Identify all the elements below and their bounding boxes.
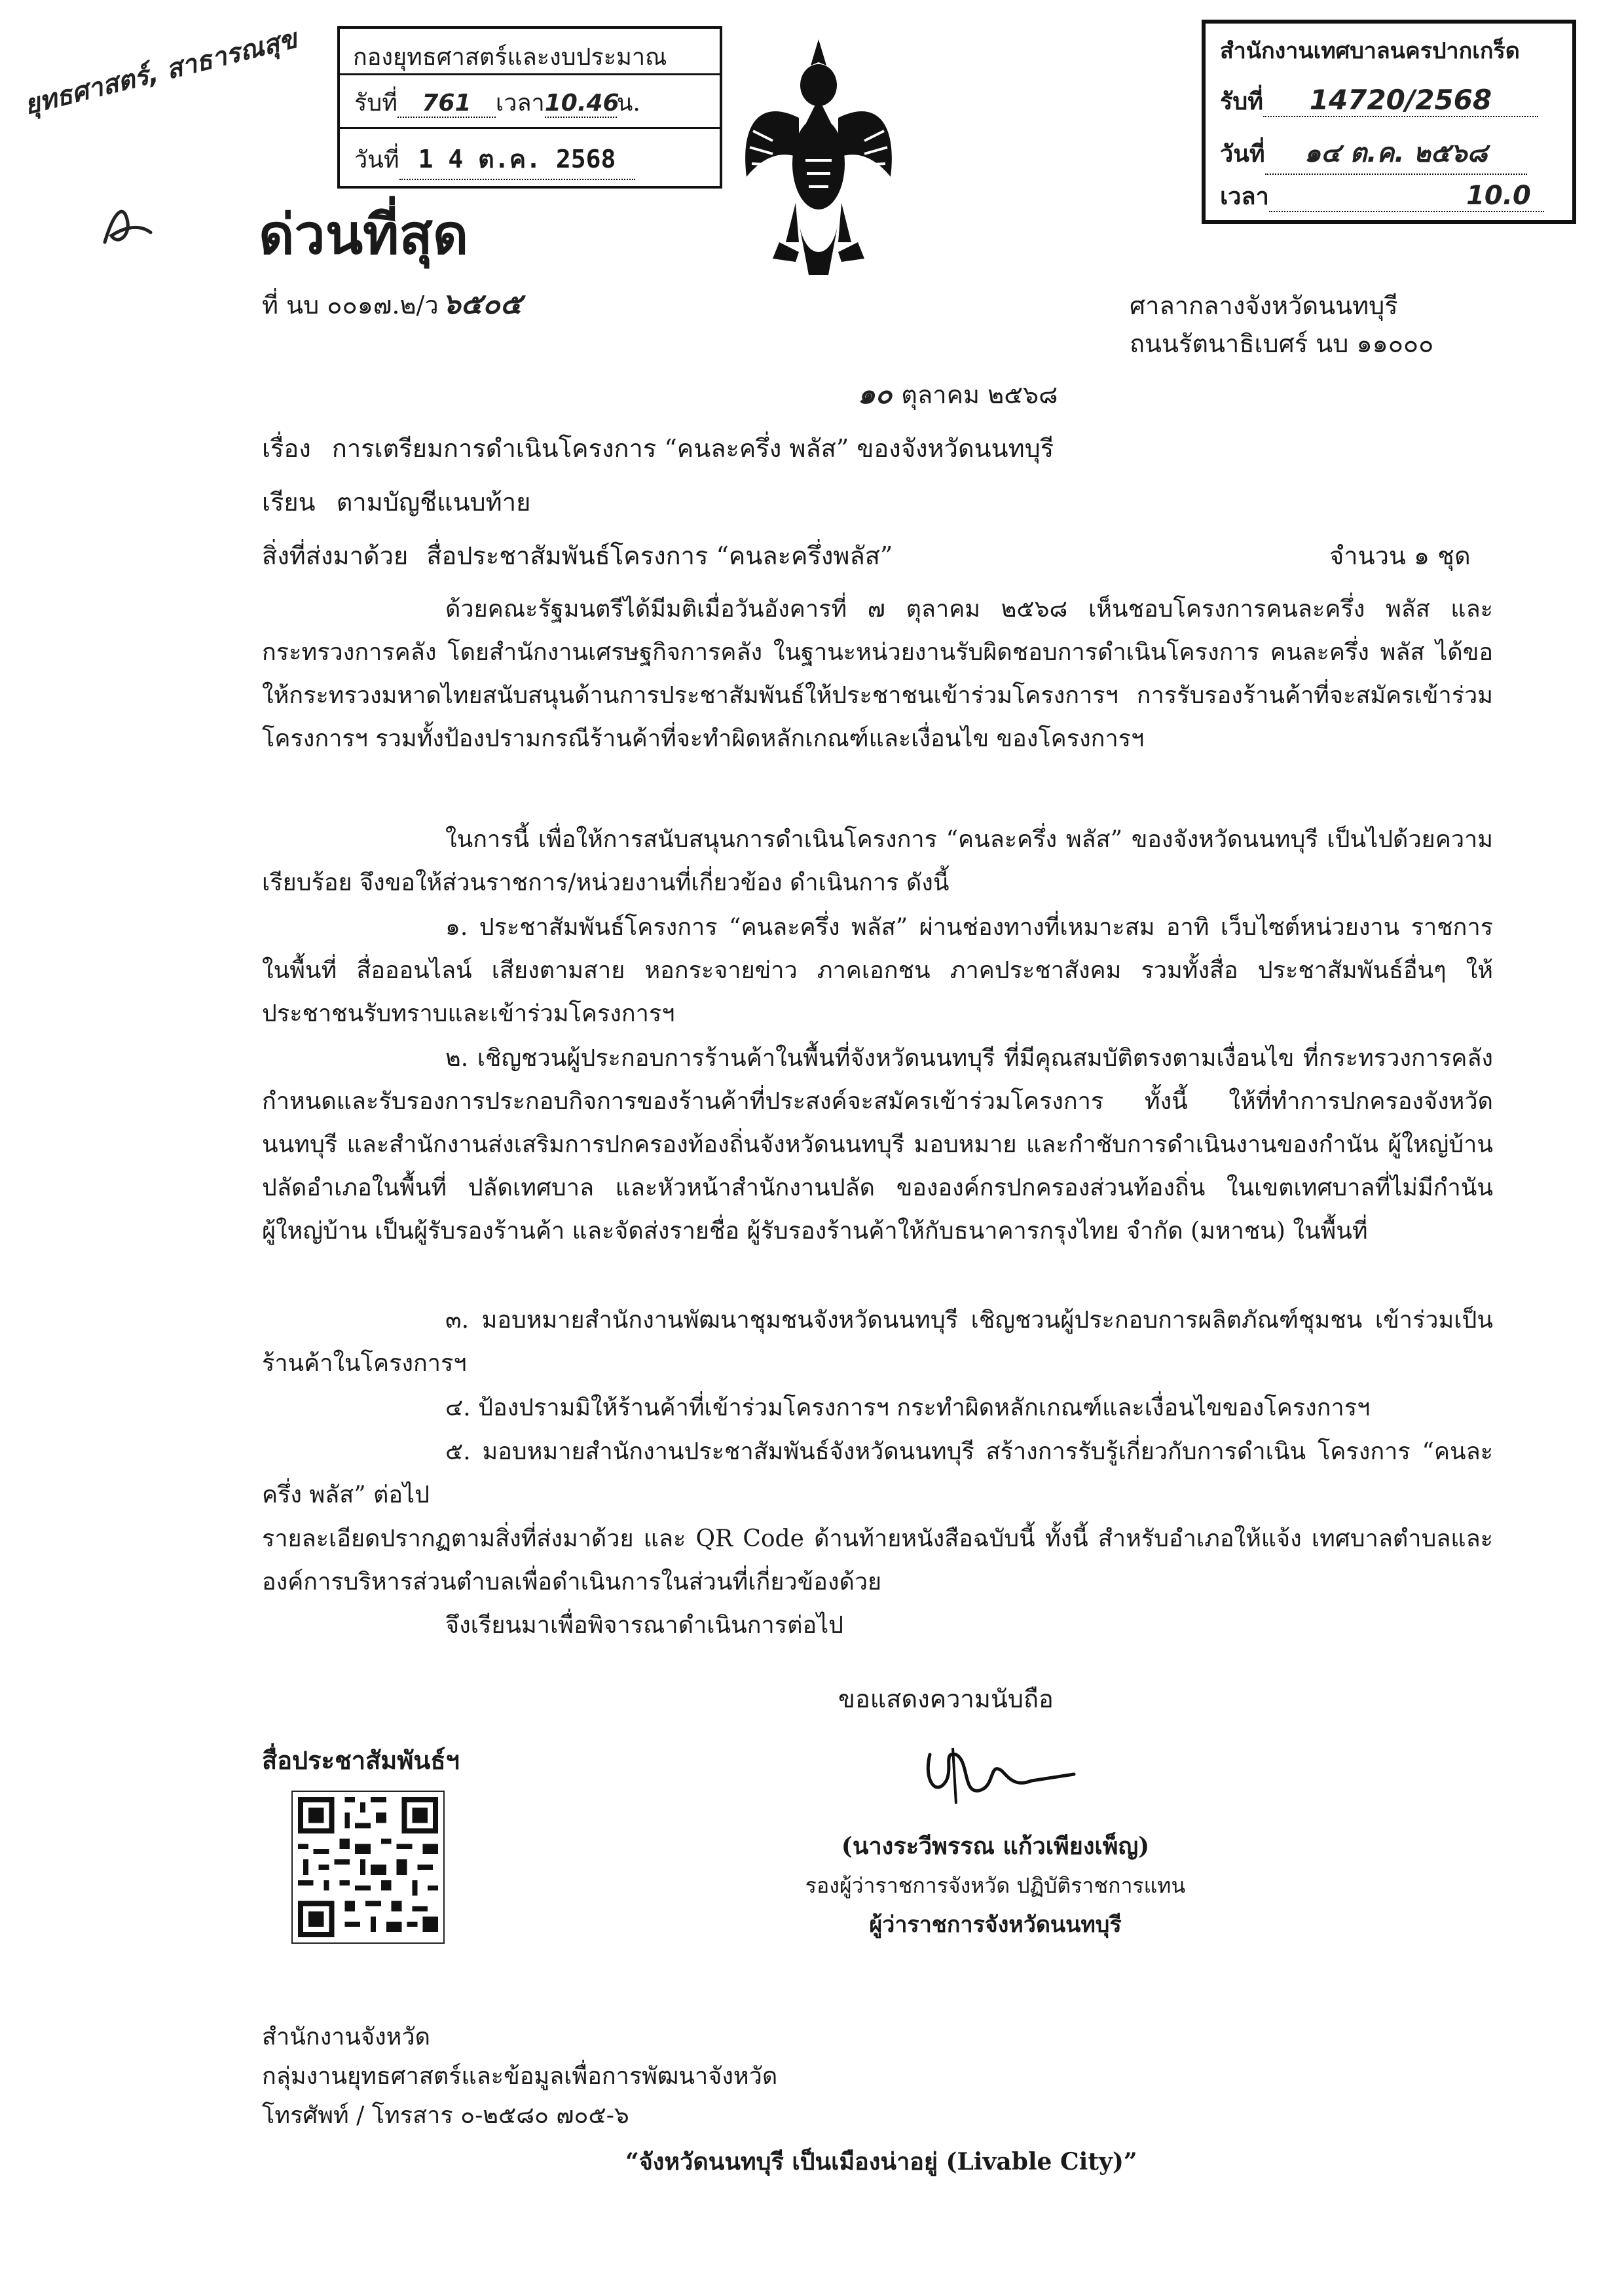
signer-title-2: ผู้ว่าราชการจังหวัดนนทบุรี	[869, 1912, 1122, 1938]
date-day: ๑๐	[858, 378, 893, 410]
signature-icon	[917, 1735, 1087, 1823]
sender-address-line1: ศาลากลางจังหวัดนนทบุรี	[1130, 291, 1398, 320]
stamp-date-label: วันที่	[1220, 140, 1265, 168]
garuda-emblem-icon	[733, 26, 904, 291]
handwritten-initial-icon	[98, 196, 157, 258]
stamp-time-label: เวลา	[495, 90, 545, 117]
signer-block	[747, 1827, 1244, 1944]
body-paragraph-2: ในการนี้ เพื่อให้การสนับสนุนการดำเนินโครงการ “คนละครึ่ง พลัส” ของจังหวัดนนทบุรี เป็นไปด้วยความเรียบร้อย จึงขอให้ส่วนราชการ/หน่วยงานที่เกี่ยวข้อง ดำเนินการ ดังนี้	[262, 826, 1493, 896]
stamp-date-value: ๑๔ ต.ค. ๒๕๖๘	[1265, 132, 1527, 175]
stamp-office: สำนักงานเทศบาลนครปากเกร็ด	[1220, 38, 1520, 64]
reference-number	[262, 287, 522, 323]
urgency-label: ด่วนที่สุด	[259, 202, 469, 266]
signer-title-1: รองผู้ว่าราชการจังหวัด ปฏิบัติราชการแทน	[805, 1873, 1186, 1898]
body-paragraph-1: ด้วยคณะรัฐมนตรีได้มีมติเมื่อวันอังคารที่ ๗ ตุลาคม ๒๕๖๘ เห็นชอบโครงการคนละครึ่ง พลัส และกระทรวงการคลัง โดยสำนักงานเศรษฐกิจการคลัง ในฐานะหน่วยงานรับผิดชอบการดำเนินโครงการ คนละครึ่ง พลัส ได้ขอให้กระทรวงมหาดไทยสนับสนุนด้านการประชาสัมพันธ์ให้ประชาชนเข้าร่วมโครงการฯ การรับรองร้านค้าที่จะสมัครเข้าร่วมโครงการฯ รวมทั้งป้องปรามกรณีร้านค้าที่จะทำผิดหลักเกณฑ์และเงื่อนไข ของโครงการฯ	[262, 596, 1493, 752]
margin-note: ยุทธศาสตร์, สาธารณสุข	[21, 24, 301, 121]
receive-stamp-left	[337, 26, 722, 189]
subject-row	[262, 431, 1054, 466]
stamp-receive-no: 761	[397, 90, 496, 118]
body-item-5: ๕. มอบหมายสำนักงานประชาสัมพันธ์จังหวัดนนทบุรี สร้างการรับรู้เกี่ยวกับการดำเนิน โครงการ “คนละครึ่ง พลัส” ต่อไป	[262, 1438, 1493, 1508]
body-paragraph-3: รายละเอียดปรากฏตามสิ่งที่ส่งมาด้วย และ QR Code ด้านท้ายหนังสือฉบับนี้ ทั้งนี้ สำหรับอำเภอให้แจ้ง เทศบาลตำบลและองค์การบริหารส่วนตำบลเพื่อดำเนินการในส่วนที่เกี่ยวข้องด้วย	[262, 1525, 1493, 1595]
body-item-2: ๒. เชิญชวนผู้ประกอบการร้านค้าในพื้นที่จังหวัดนนทบุรี ที่มีคุณสมบัติตรงตามเงื่อนไข ที่กระทรวงการคลังกำหนดและรับรองการประกอบกิจการของร้านค้าที่ประสงค์จะสมัครเข้าร่วมโครงการ ทั้งนี้ ให้ที่ทำการปกครองจังหวัดนนทบุรี และสำนักงานส่งเสริมการปกครองท้องถิ่นจังหวัดนนทบุรี มอบหมาย และกำชับการดำเนินงานของกำนัน ผู้ใหญ่บ้าน ปลัดอำเภอในพื้นที่ ปลัดเทศบาล และหัวหน้าสำนักงานปลัด ขององค์กรปกครองส่วนท้องถิ่น ในเขตเทศบาลที่ไม่มีกำนัน ผู้ใหญ่บ้าน เป็นผู้รับรองร้านค้า และจัดส่งรายชื่อ ผู้รับรองร้านค้าให้กับธนาคารกรุงไทย จำกัด (มหาชน) ในพื้นที่	[262, 1045, 1493, 1245]
stamp-receive-row	[354, 84, 640, 121]
body-item-1: ๑. ประชาสัมพันธ์โครงการ “คนละครึ่ง พลัส” ผ่านช่องทางที่เหมาะสม อาทิ เว็บไซต์หน่วยงาน ราชการในพื้นที่ สื่อออนไลน์ เสียงตามสาย หอกระจายข่าว ภาคเอกชน ภาคประชาสังคม รวมทั้งสื่อ ประชาสัมพันธ์อื่นๆ ให้ประชาชนรับทราบและเข้าร่วมโครงการฯ	[262, 914, 1493, 1027]
footer-phone: โทรศัพท์ / โทรสาร ๐-๒๕๘๐ ๗๐๕-๖	[262, 2102, 629, 2129]
enclosure-text: สื่อประชาสัมพันธ์โครงการ “คนละครึ่งพลัส”	[426, 541, 893, 570]
body-item-4: ๔. ป้องปรามมิให้ร้านค้าที่เข้าร่วมโครงการฯ กระทำผิดหลักเกณฑ์และเงื่อนไขของโครงการฯ	[445, 1394, 1371, 1421]
stamp-receive-no: 14720/2568	[1263, 84, 1538, 117]
qr-code-icon[interactable]	[291, 1791, 445, 1944]
stamp-date-row	[1220, 132, 1527, 175]
enclosure-quantity: จำนวน ๑ ชุด	[1329, 541, 1471, 570]
enclosure-label: สิ่งที่ส่งมาด้วย	[262, 541, 409, 570]
footer-division: กลุ่มงานยุทธศาสตร์และข้อมูลเพื่อการพัฒนาจังหวัด	[262, 2063, 778, 2090]
footer-slogan: “จังหวัดนนทบุรี เป็นเมืองน่าอยู่ (Livable City)”	[625, 2148, 1137, 2176]
stamp-date-label: วันที่	[354, 147, 399, 173]
signer-name: (นางระวีพรรณ แก้วเพียงเพ็ญ)	[841, 1832, 1150, 1860]
document-date	[858, 376, 1058, 412]
stamp-office: กองยุทธศาสตร์และงบประมาณ	[353, 44, 667, 71]
date-month-year: ตุลาคม ๒๕๖๘	[901, 380, 1058, 409]
closing-salutation: ขอแสดงความนับถือ	[838, 1685, 1054, 1713]
stamp-receive-label: รับที่	[354, 90, 397, 117]
stamp-receive-label: รับที่	[1220, 88, 1263, 115]
stamp-time-row	[1220, 177, 1544, 215]
subject-text: การเตรียมการดำเนินโครงการ “คนละครึ่ง พลัส” ของจังหวัดนนทบุรี	[331, 434, 1054, 463]
enclosure-row	[262, 538, 893, 574]
subject-label: เรื่อง	[262, 434, 311, 463]
stamp-time-value: 10.0	[1269, 181, 1544, 212]
to-label: เรียน	[262, 488, 316, 517]
qr-caption: สื่อประชาสัมพันธ์ฯ	[262, 1745, 460, 1775]
to-row	[262, 484, 530, 520]
body-paragraph-4: จึงเรียนมาเพื่อพิจารณาดำเนินการต่อไป	[445, 1612, 844, 1639]
footer-office: สำนักงานจังหวัด	[262, 2024, 430, 2050]
ref-no-handwritten: ๖๕๐๕	[442, 287, 523, 321]
body-item-3: ๓. มอบหมายสำนักงานพัฒนาชุมชนจังหวัดนนทบุรี เชิญชวนผู้ประกอบการผลิตภัณฑ์ชุมชน เข้าร่วมเป็นร้านค้าในโครงการฯ	[262, 1307, 1493, 1377]
stamp-date-row	[354, 139, 635, 180]
stamp-time-label: เวลา	[1220, 183, 1269, 210]
receive-stamp-right	[1202, 20, 1576, 224]
to-text: ตามบัญชีแนบท้าย	[336, 488, 531, 517]
ref-no-printed: ที่ นบ ๐๐๑๗.๒/ว	[262, 291, 439, 319]
sender-address-line2: ถนนรัตนาธิเบศร์ นบ ๑๑๐๐๐	[1130, 329, 1434, 358]
stamp-time-value: 10.46	[544, 90, 619, 117]
stamp-time-unit: น.	[616, 90, 640, 117]
stamp-date-value: 1 4 ต.ค. 2568	[399, 139, 635, 180]
stamp-receive-row	[1220, 82, 1538, 120]
